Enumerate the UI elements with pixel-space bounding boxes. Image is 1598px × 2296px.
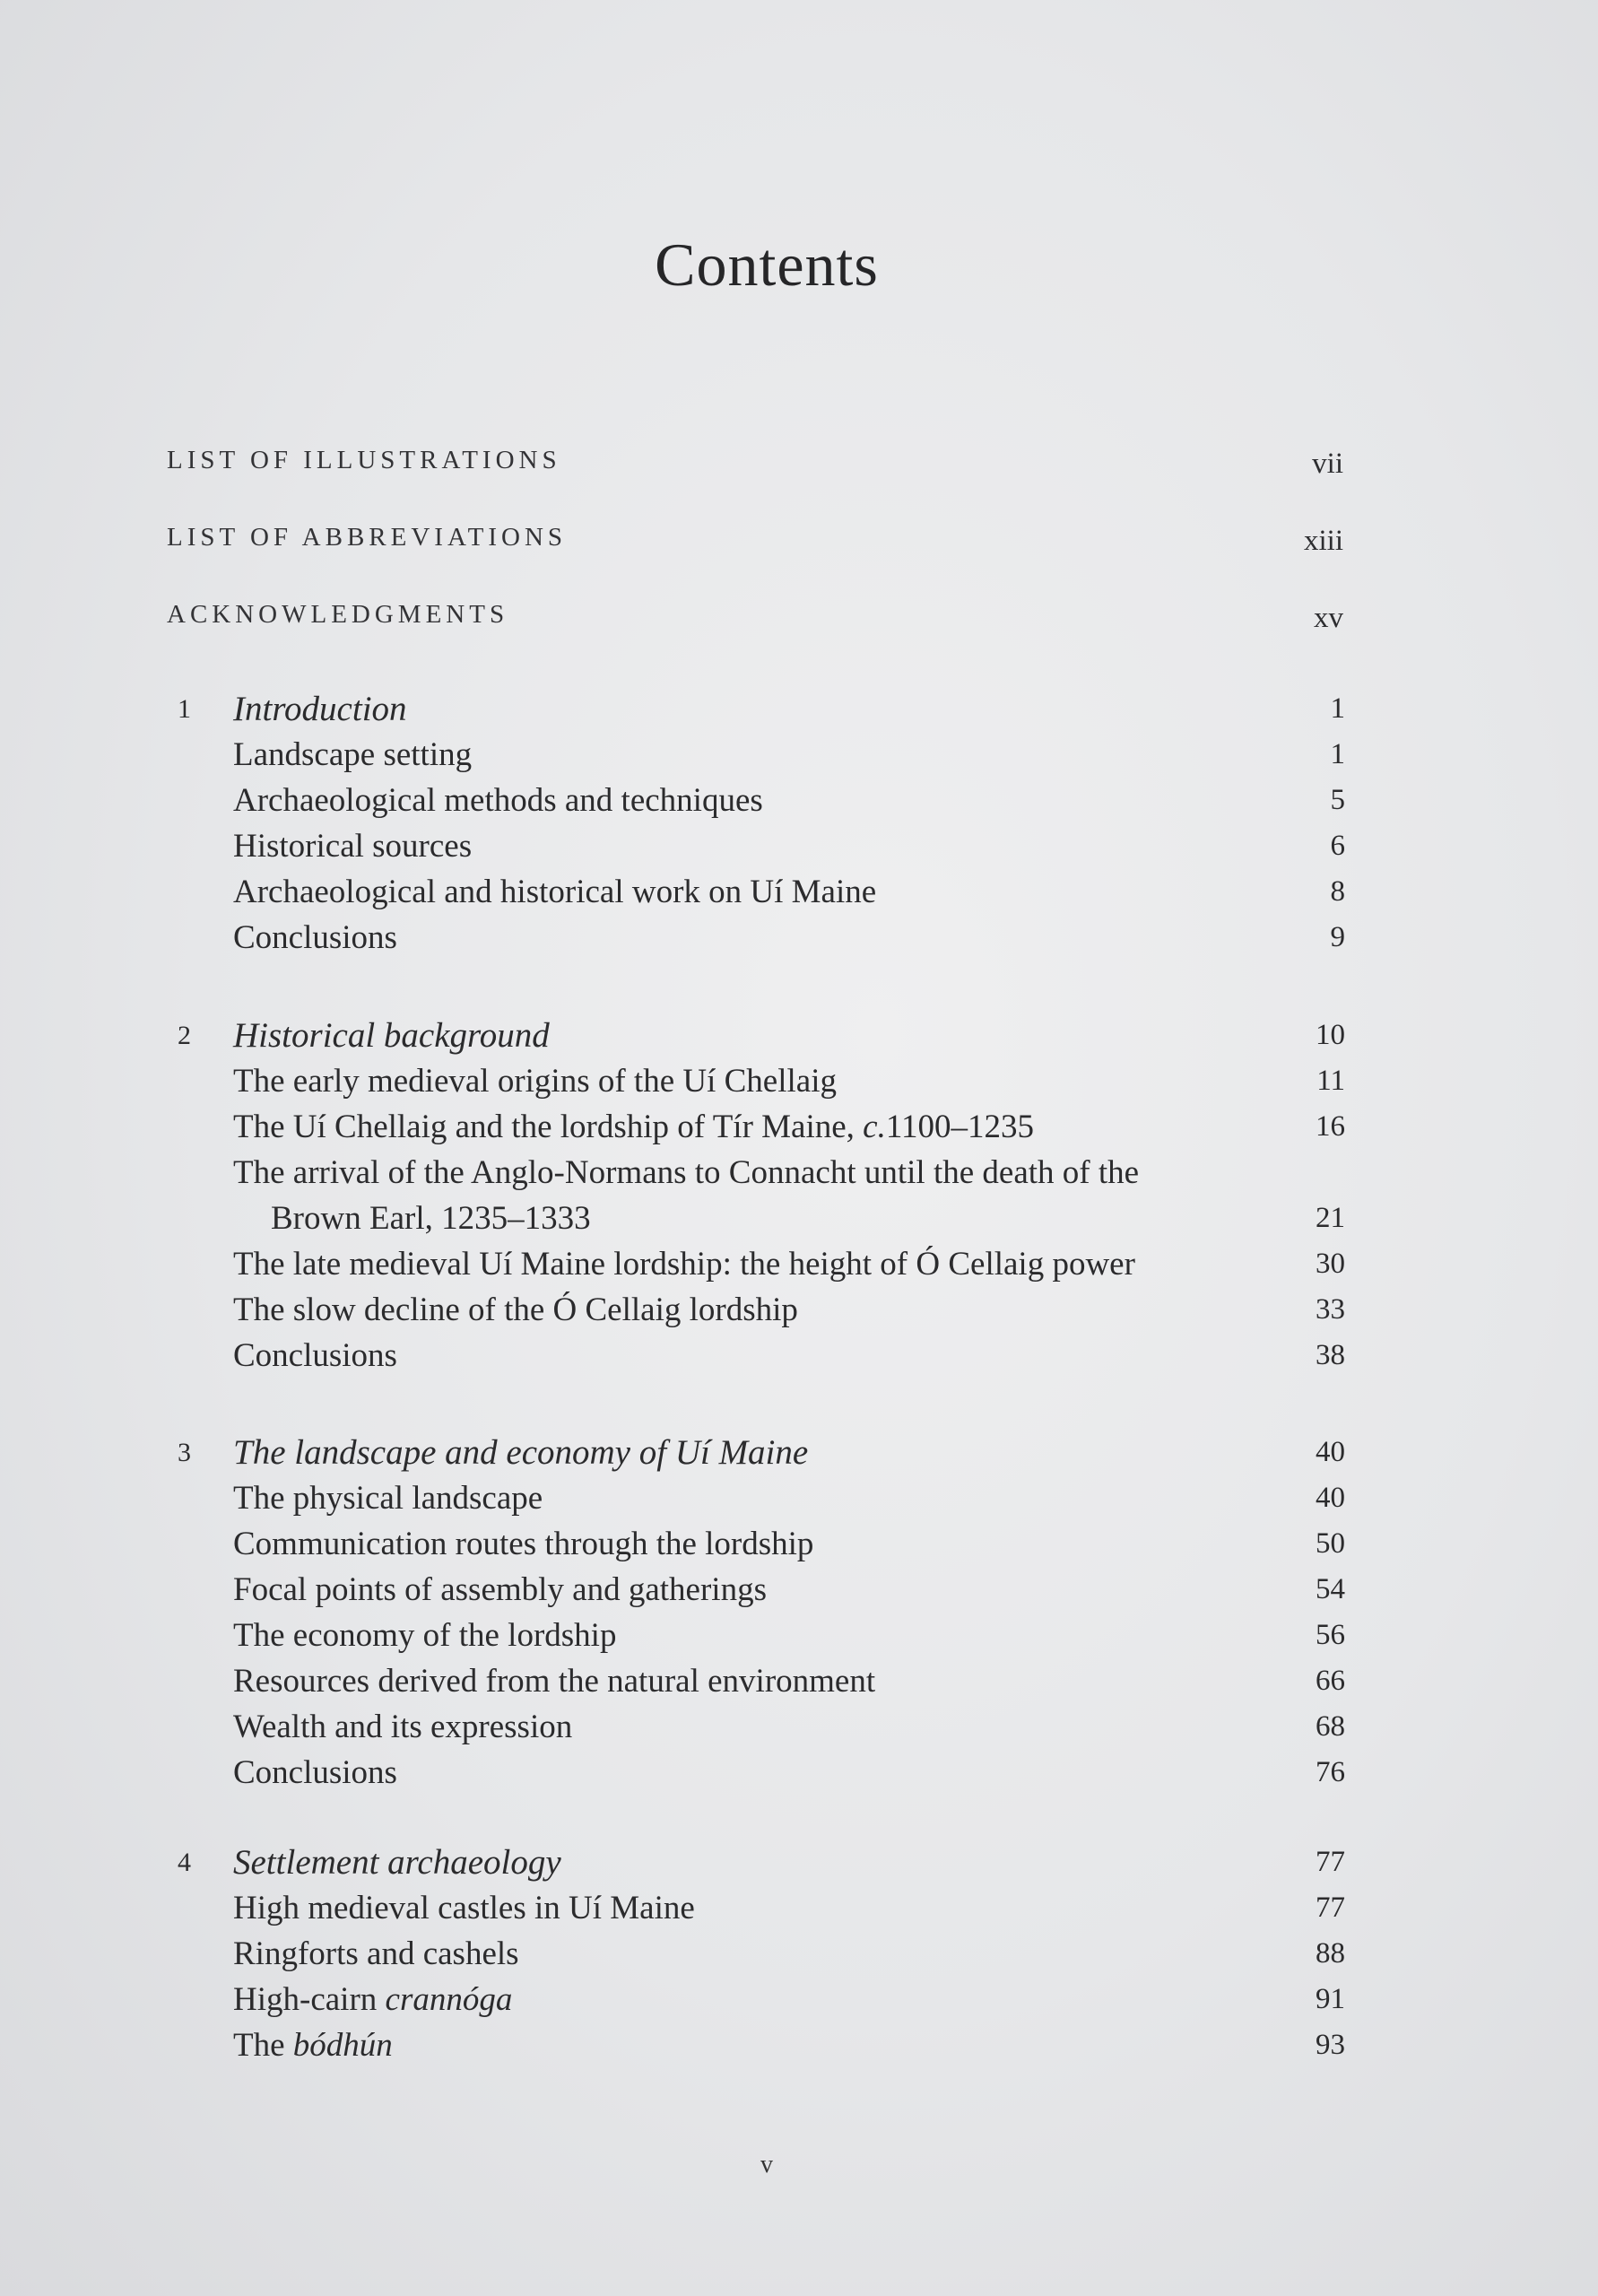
section-entry: [170, 869, 1345, 915]
front-matter-label: LIST OF ILLUSTRATIONS: [167, 446, 561, 474]
section-title: The arrival of the Anglo-Normans to Connacht until the death of the: [233, 1154, 1140, 1191]
section-title-suffix: 1100–1235: [885, 1109, 1034, 1145]
page-number: 38: [1316, 1339, 1345, 1371]
section-title: Communication routes through the lordship: [233, 1526, 814, 1562]
page-number: 77: [1316, 1846, 1345, 1878]
section-title-continuation: Brown Earl, 1235–1333: [271, 1200, 591, 1237]
page-number: 40: [1316, 1482, 1345, 1514]
front-matter-label: LIST OF ABBREVIATIONS: [167, 523, 568, 552]
page-number: 9: [1330, 921, 1345, 953]
page-number: 77: [1316, 1892, 1345, 1924]
section-title: Archaeological and historical work on Uí Maine: [233, 874, 877, 910]
page-number: 33: [1316, 1293, 1345, 1326]
section-entry: [170, 1658, 1345, 1704]
chapter-heading: [170, 1430, 1345, 1475]
section-title-prefix: The: [233, 2027, 293, 2064]
chapter-title: Historical background: [233, 1016, 550, 1055]
section-title: Focal points of assembly and gatherings: [233, 1571, 767, 1608]
section-title: High medieval castles in Uí Maine: [233, 1890, 695, 1926]
chapter-2: [170, 1013, 1345, 1378]
page-number: 91: [1316, 1983, 1345, 2015]
section-entry: [170, 1931, 1345, 1977]
chapter-heading: [170, 686, 1345, 732]
page-number: 16: [1316, 1110, 1345, 1143]
chapter-4: [170, 1839, 1345, 2068]
section-title: Conclusions: [233, 1337, 397, 1374]
chapter-3: [170, 1430, 1345, 1796]
page-number: 6: [1330, 830, 1345, 862]
page-number: 40: [1316, 1436, 1345, 1468]
section-entry: [170, 1287, 1345, 1333]
front-matter-entry-acknowledgments: [167, 600, 1343, 645]
page-number: 93: [1316, 2029, 1345, 2061]
page-number: 50: [1316, 1527, 1345, 1560]
section-entry: [170, 1567, 1345, 1613]
chapter-number: 4: [178, 1848, 191, 1877]
front-matter-entry-illustrations: [167, 446, 1343, 491]
section-title: Ringforts and cashels: [233, 1935, 519, 1972]
section-title: Resources derived from the natural environment: [233, 1663, 876, 1700]
page-number: vii: [1312, 448, 1343, 480]
section-title-prefix: High-cairn: [233, 1981, 386, 2018]
chapter-title: The landscape and economy of Uí Maine: [233, 1433, 809, 1472]
section-entry: [170, 1613, 1345, 1658]
section-entry: [170, 1058, 1345, 1104]
section-title-prefix: The Uí Chellaig and the lordship of Tír Maine,: [233, 1109, 864, 1145]
chapter-number: 2: [178, 1021, 191, 1050]
section-entry: [170, 1241, 1345, 1287]
page-number: 54: [1316, 1573, 1345, 1605]
section-title: Archaeological methods and techniques: [233, 782, 763, 819]
section-entry: [170, 1104, 1345, 1150]
chapter-heading: [170, 1839, 1345, 1885]
section-title-italic: c.: [863, 1109, 886, 1145]
page-number: 5: [1330, 784, 1345, 816]
section-entry: [170, 1704, 1345, 1750]
section-entry: [170, 915, 1345, 961]
page-number: 10: [1316, 1019, 1345, 1051]
chapter-title: Introduction: [233, 690, 407, 728]
page-number: 68: [1316, 1710, 1345, 1743]
section-entry: [170, 1333, 1345, 1378]
section-title: Conclusions: [233, 919, 397, 956]
section-entry: [170, 1885, 1345, 1931]
chapter-number: 1: [178, 694, 191, 724]
section-title: The early medieval origins of the Uí Chellaig: [233, 1063, 837, 1100]
page-number: 76: [1316, 1756, 1345, 1788]
section-title-italic: crannóga: [385, 1981, 513, 2018]
page-number: 30: [1316, 1248, 1345, 1280]
section-title: The economy of the lordship: [233, 1617, 617, 1654]
section-title: Historical sources: [233, 828, 473, 865]
page-number: 1: [1330, 692, 1345, 725]
section-title: [233, 1104, 1034, 1150]
chapter-number: 3: [178, 1438, 191, 1467]
section-title: The physical landscape: [233, 1480, 543, 1517]
page-number: 21: [1316, 1202, 1345, 1234]
section-entry: [170, 1475, 1345, 1521]
section-title: Landscape setting: [233, 736, 473, 773]
section-title: [233, 1977, 512, 2022]
section-title: The late medieval Uí Maine lordship: the height of Ó Cellaig power: [233, 1246, 1135, 1283]
section-title: The slow decline of the Ó Cellaig lordship: [233, 1292, 798, 1328]
page-number: 66: [1316, 1665, 1345, 1697]
section-entry: [170, 2022, 1345, 2068]
section-title-italic: bódhún: [292, 2027, 393, 2064]
section-entry: [170, 732, 1345, 778]
page-number: 8: [1330, 875, 1345, 908]
page-number: 1: [1330, 738, 1345, 770]
section-title: [233, 2022, 393, 2068]
section-entry: [170, 1150, 1345, 1196]
front-matter-label: ACKNOWLEDGMENTS: [167, 600, 509, 629]
section-entry: [170, 823, 1345, 869]
page-number: xiii: [1303, 525, 1343, 557]
section-entry-continuation: [170, 1196, 1345, 1241]
chapter-heading: [170, 1013, 1345, 1058]
chapter-title: Settlement archaeology: [233, 1843, 561, 1882]
section-entry: [170, 778, 1345, 823]
page-number: 88: [1316, 1937, 1345, 1970]
section-entry: [170, 1977, 1345, 2022]
page-number: 56: [1316, 1619, 1345, 1651]
front-matter-entry-abbreviations: [167, 523, 1343, 568]
page-number: xv: [1314, 602, 1343, 634]
page-folio: v: [760, 2151, 773, 2179]
section-entry: [170, 1521, 1345, 1567]
section-title: Conclusions: [233, 1754, 397, 1791]
section-entry: [170, 1750, 1345, 1796]
chapter-1: [170, 686, 1345, 961]
section-title: Wealth and its expression: [233, 1709, 573, 1745]
page-number: 11: [1316, 1065, 1345, 1097]
page-title: Contents: [655, 230, 879, 299]
